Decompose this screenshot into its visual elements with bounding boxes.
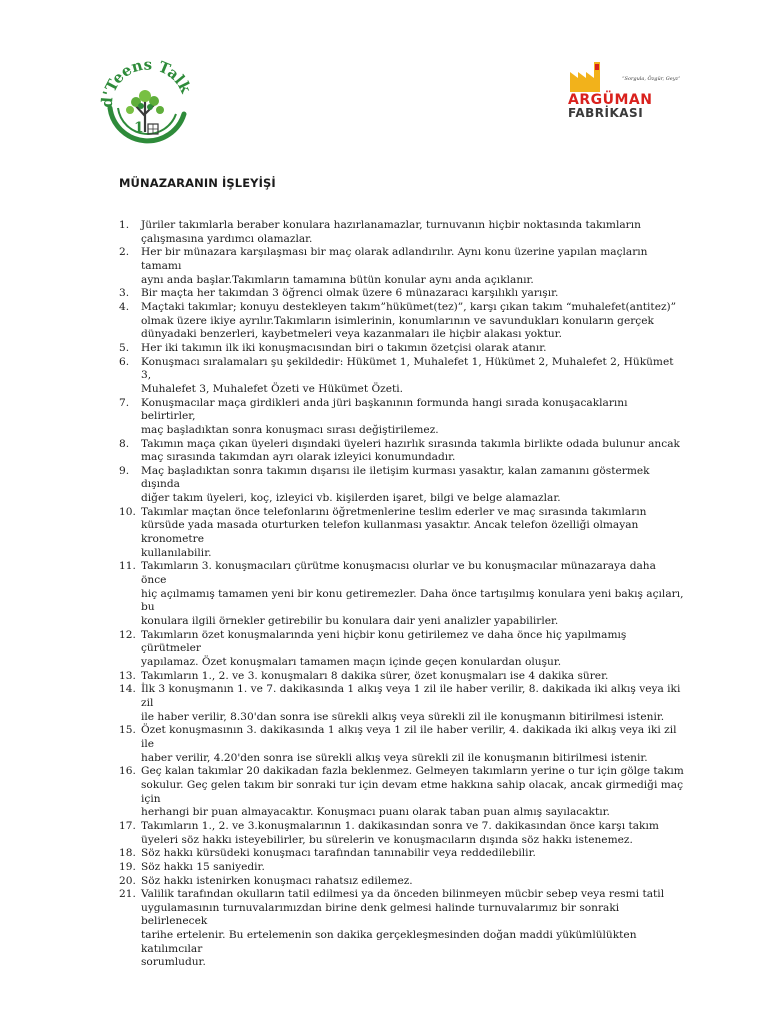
rule-item (119, 506, 684, 561)
rule-text: İlk 3 konuşmanın 1. ve 7. dakikasında 1 alkış veya 1 zil ile haber verilir, 8. dakikada iki alkış veya iki zil ile haber verilir, 8.30'dan sonra ise sürekli alkış veya sürekli zil ile konuşmanın bitirilmesi istenir. (141, 683, 681, 723)
rule-number: 7. (119, 396, 130, 409)
rule-number: 21. (119, 888, 136, 901)
rule-number: 4. (119, 300, 130, 313)
rule-number: 2. (119, 246, 130, 259)
rule-text: Takımların 1., 2. ve 3. konuşmaları 8 dakika sürer, özet konuşmaları ise 4 dakika sürer. (141, 669, 609, 682)
rule-number: 5. (119, 341, 130, 354)
rule-item (119, 287, 684, 301)
rule-number: 16. (119, 765, 136, 778)
rule-item (119, 847, 684, 861)
rule-text: Takımlar maçtan önce telefonlarını öğretmenlerine teslim ederler ve maç sırasında takımların kürsüde yada masada oturturken telefon kullanması yasaktır. Ancak telefon özelliği olmayan kronometre kullanılabilir. (141, 505, 647, 559)
rule-text: Özet konuşmasının 3. dakikasında 1 alkış veya 1 zil ile haber verilir, 4. dakikada iki alkış veya iki zil ile haber verilir, 4.20'den sonra ise sürekli alkış veya sürekli zil ile konuşmanın bitirilmesi istenir. (141, 724, 677, 764)
rule-text: Söz hakkı 15 saniyedir. (141, 860, 265, 873)
rule-number: 10. (119, 505, 136, 518)
rule-number: 3. (119, 287, 130, 300)
rules-list (119, 219, 684, 970)
rule-item (119, 875, 684, 889)
rule-text: Söz hakkı kürsüdeki konuşmacı tarafından tanınabilir veya reddedilebilir. (141, 847, 536, 860)
rule-text: Takımın maça çıkan üyeleri dışındaki üyeleri hazırlık sırasında takımla birlikte odada bulunur ancak maç sırasında takımdan ayrı olarak izleyici konumundadır. (141, 437, 680, 464)
rule-text: Her bir münazara karşılaşması bir maç olarak adlandırılır. Aynı konu üzerine yapılan maçların tamamı aynı anda başlar.Takımların tamamına bütün konular aynı anda açıklanır. (141, 246, 648, 286)
rule-text: Konuşmacı sıralamaları şu şekildedir: Hükümet 1, Muhalefet 1, Hükümet 2, Muhalefet 2, Hükümet 3, Muhalefet 3, Muhalefet Özeti ve Hükümet Özeti. (141, 355, 674, 395)
rule-number: 15. (119, 724, 136, 737)
rule-item (119, 219, 684, 246)
rule-number: 17. (119, 819, 136, 832)
rule-number: 6. (119, 355, 130, 368)
rule-text: Maçtaki takımlar; konuyu destekleyen takım”hükümet(tez)”, karşı çıkan takım “muhalefet(antitez)” olmak üzere ikiye ayrılır.Takımların isimlerinin, konumlarının ve savundukları konuların gerçek dünyadaki benzerleri, kaybetmeleri veya kazanmaları ile hiçbir alakası yoktur. (141, 300, 677, 341)
rule-text: Söz hakkı istenirken konuşmacı rahatsız edilemez. (141, 874, 413, 887)
svg-text:1: 1 (134, 120, 144, 136)
rule-item (119, 765, 684, 820)
rule-text: Maç başladıktan sonra takımın dışarısı ile iletişim kurması yasaktır, kalan zamanını göstermek dışında diğer takım üyeleri, koç, izleyici vb. kişilerden işaret, bilgi ve belge alamazlar. (141, 464, 650, 505)
logo-right-word1: ARGÜMAN (568, 92, 653, 108)
logo-left-text: d'Teens Talk (97, 55, 195, 109)
rule-number: 18. (119, 847, 136, 860)
rule-text: Takımların özet konuşmalarında yeni hiçbir konu getirilemez ve daha önce hiç yapılmamış çürütmeler yapılamaz. Özet konuşmaları tamamen maçın içinde geçen konulardan oluşur. (141, 628, 627, 668)
rule-text: Her iki takımın ilk iki konuşmacısından biri o takımın özetçisi olarak atanır. (141, 341, 547, 354)
dteens-talk-logo (96, 50, 196, 150)
rule-text: Konuşmacılar maça girdikleri anda jüri başkanının formunda hangi sırada konuşacaklarını belirtirler, maç başladıktan sonra konuşmacı sırası değiştirilemez. (141, 396, 628, 436)
rule-number: 19. (119, 860, 136, 873)
rule-number: 12. (119, 628, 136, 641)
rule-number: 1. (119, 219, 130, 231)
logo-right-word2: FABRİKASI (568, 106, 644, 120)
rule-item (119, 397, 684, 438)
rule-text: Valilik tarafından okulların tatil edilmesi ya da önceden bilinmeyen mücbir sebep veya resmi tatil uygulamasının turnuvalarımızdan birine denk gelmesi halinde turnuvalarımız bir sonraki belirlenecek tarihe ertelenir. Bu ertelemenin son dakika gerçekleşmesinden doğan maddi yükümlülükten katılımcılar sorumludur. (141, 888, 665, 969)
rule-number: 9. (119, 464, 130, 477)
rule-item (119, 861, 684, 875)
rule-item (119, 724, 684, 765)
rule-text: Takımların 1., 2. ve 3.konuşmalarının 1. dakikasından sonra ve 7. dakikasından önce karşı takım üyeleri söz hakkı isteyebilirler, bu sürelerin ve konuşmacıların dışında söz hakkı istenemez. (141, 819, 659, 846)
rule-item (119, 888, 684, 970)
rule-item (119, 465, 684, 506)
rule-item (119, 438, 684, 465)
rule-item (119, 670, 684, 684)
rule-item (119, 342, 684, 356)
arguman-fabrikasi-logo (560, 52, 680, 127)
rule-text: Bir maçta her takımdan 3 öğrenci olmak üzere 6 münazaracı karşılıklı yarışır. (141, 287, 559, 300)
rule-item (119, 629, 684, 670)
rule-number: 8. (119, 437, 130, 450)
rule-item (119, 560, 684, 628)
rule-item (119, 683, 684, 724)
rule-text: Geç kalan takımlar 20 dakikadan fazla beklenmez. Gelmeyen takımların yerine o tur için gölge takım sokulur. Geç gelen takım bir sonraki tur için devam etme hakkına sahip olacak, ancak girmediği maç için herhangi bir puan almayacaktır. Konuşmacı puanı olarak taban puan almış sayılacaktır. (141, 765, 684, 819)
rule-number: 14. (119, 683, 136, 696)
rule-number: 20. (119, 874, 136, 887)
logo-right-tagline: “Sorgula, Özgür, Geyz” (622, 76, 680, 82)
rule-item (119, 356, 684, 397)
rule-item (119, 301, 684, 342)
page-title: MÜNAZARANIN İŞLEYİŞİ (119, 176, 276, 190)
rule-item (119, 246, 684, 287)
rule-text: Jüriler takımlarla beraber konulara hazırlanamazlar, turnuvanın hiçbir noktasında takımların çalışmasına yardımcı olamazlar. (141, 219, 641, 245)
rule-number: 13. (119, 669, 136, 682)
rule-item (119, 820, 684, 847)
rule-text: Takımların 3. konuşmacıları çürütme konuşmacısı olurlar ve bu konuşmacılar münazaraya daha önce hiç açılmamış tamamen yeni bir konu getiremezler. Daha önce tartışılmış konulara yeni bakış açıları, bu konulara ilgili örnekler getirebilir bu konulara dair yeni analizler yapabilirler. (141, 560, 684, 628)
rule-number: 11. (119, 560, 136, 573)
